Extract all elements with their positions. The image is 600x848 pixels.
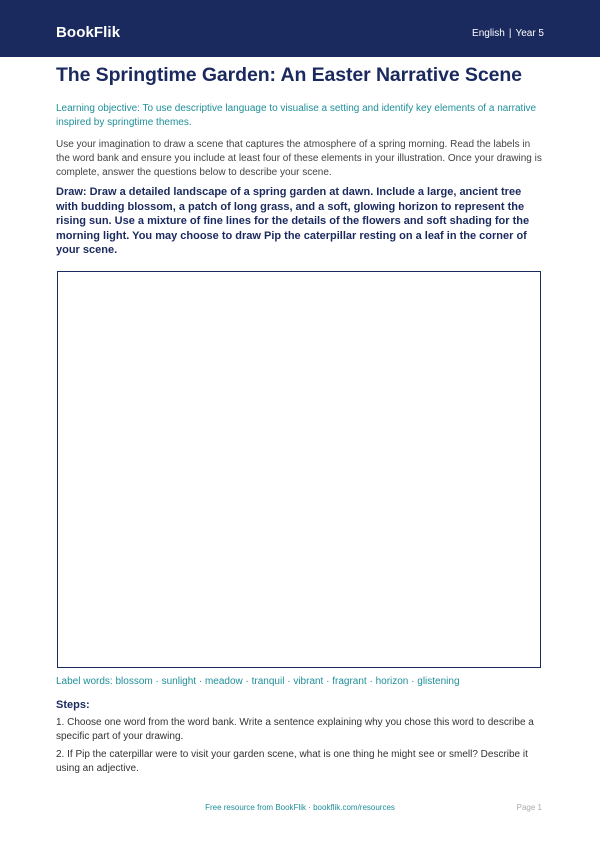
step-item: 2. If Pip the caterpillar were to visit your garden scene, what is one thing he might see or smell? Describe it using an adjective. <box>56 749 528 774</box>
draw-instructions: Draw: Draw a detailed landscape of a spring garden at dawn. Include a large, ancient tree with budding blossom, a patch of long grass, and a soft, glowing horizon to represent the rising sun. Use a mixture of fine lines for the details of the flowers and soft shading for the morning light. You may choose to draw Pip the caterpillar resting on a leaf in the corner of your scene. <box>56 186 530 256</box>
steps-heading: Steps: <box>56 699 90 711</box>
page-title: The Springtime Garden: An Easter Narrative Scene <box>56 64 522 86</box>
page-number: Page 1 <box>516 803 542 812</box>
header-bar <box>0 0 600 57</box>
steps-list <box>56 716 546 780</box>
subject-label: English <box>472 28 505 39</box>
meta-separator: | <box>508 28 512 39</box>
drawing-area[interactable] <box>57 271 541 668</box>
subject-year <box>472 28 544 39</box>
footer-credit: Free resource from BookFlik · bookflik.com/resources <box>205 803 395 812</box>
step-item: 1. Choose one word from the word bank. Write a sentence explaining why you chose this word to describe a specific part of your drawing. <box>56 717 534 742</box>
intro-text: Use your imagination to draw a scene that captures the atmosphere of a spring morning. Read the labels in the word bank and ensure you include at least four of these elements in your illustration. Once your drawing is complete, answer the questions below to describe your scene. <box>56 139 542 178</box>
label-words: Label words: blossom · sunlight · meadow · tranquil · vibrant · fragrant · horizon · glistening <box>56 676 460 687</box>
year-label: Year 5 <box>515 28 544 39</box>
learning-objective: Learning objective: To use descriptive language to visualise a setting and identify key elements of a narrative inspired by springtime themes. <box>56 103 537 128</box>
brand-logo: BookFlik <box>56 24 121 41</box>
